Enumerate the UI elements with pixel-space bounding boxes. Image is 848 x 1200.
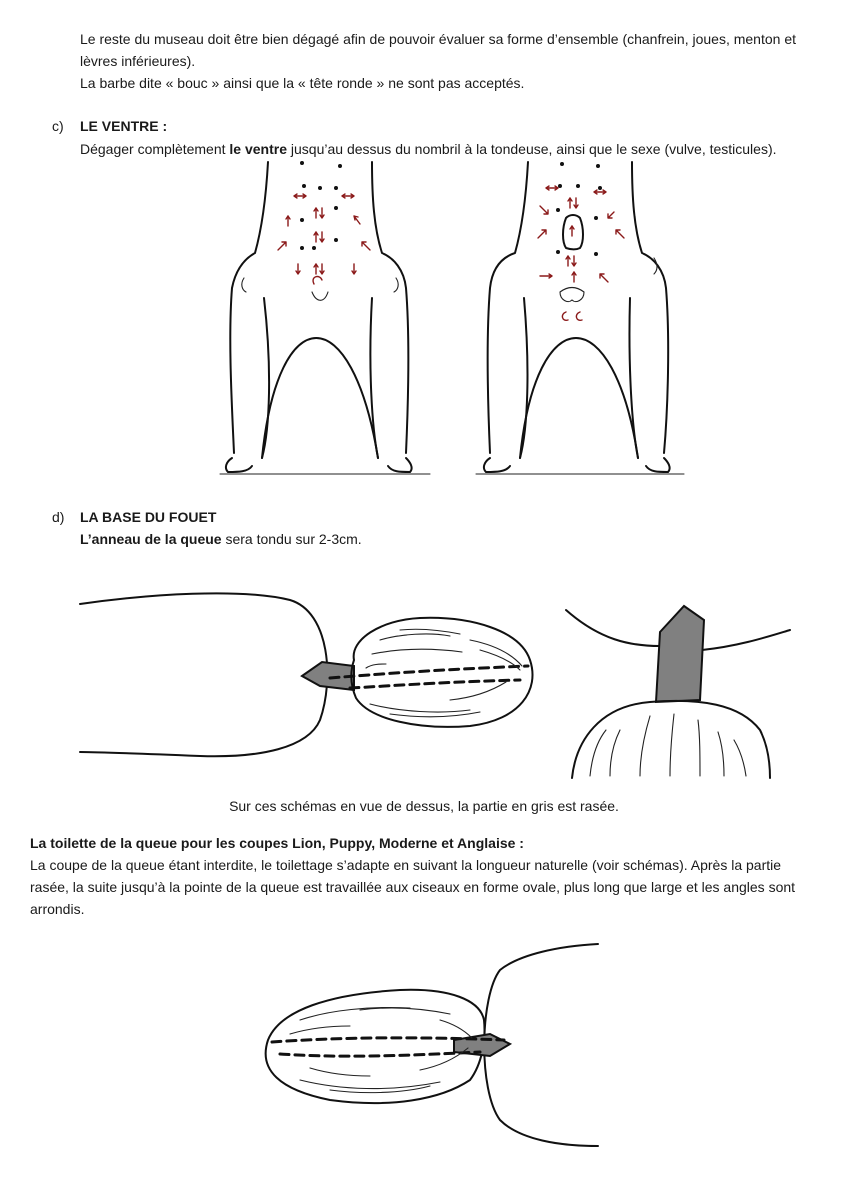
shaved-caption: Sur ces schémas en vue de dessus, la partie en gris est rasée. — [229, 798, 619, 814]
belly-female-arrows — [278, 194, 370, 274]
tail-section-title: La toilette de la queue pour les coupes Lion, Puppy, Moderne et Anglaise : — [30, 835, 524, 851]
section-c-heading — [52, 115, 64, 137]
section-d-title: LA BASE DU FOUET — [80, 509, 217, 525]
tail-section-line-2: rasée, la suite jusqu’à la pointe de la queue est travaillée aux ciseaux en forme ovale, plus long que large et les angles sont — [30, 879, 796, 895]
intro-line-1: Le reste du museau doit être bien dégagé afin de pouvoir évaluer sa forme d’ensemble (chanfrein, joues, menton et — [80, 31, 796, 47]
intro-line-2: lèvres inférieures). — [80, 53, 196, 69]
belly-figure-female — [220, 161, 430, 474]
intro-paragraph — [80, 28, 820, 94]
section-d-marker: d) — [52, 509, 65, 525]
section-d-text — [80, 528, 820, 550]
tail-oval-diagram — [0, 940, 848, 1160]
section-c-title: LE VENTRE : — [80, 118, 168, 134]
belly-male-arrows — [538, 186, 624, 282]
section-d-text-bold: L’anneau de la queue — [80, 531, 222, 547]
section-c-marker: c) — [52, 118, 64, 134]
tail-top-view — [80, 593, 533, 756]
tail-base-diagram — [0, 580, 848, 780]
tail-section-line-3: arrondis. — [30, 901, 85, 917]
belly-female-dots — [300, 161, 342, 250]
section-c-text-bold: le ventre — [229, 141, 288, 157]
section-d-text-after: sera tondu sur 2-3cm. — [221, 531, 362, 547]
section-c-text-before: Dégager complètement — [80, 141, 230, 157]
tail-closeup-view — [566, 606, 790, 778]
section-c-text — [80, 138, 820, 160]
section-c-text-after: jusqu’au dessus du nombril à la tondeuse, ainsi que le sexe (vulve, testicules). — [287, 141, 777, 157]
tail-section-line-1: La coupe de la queue étant interdite, le toilettage s’adapte en suivant la longueur naturelle (voir schémas). Après la partie — [30, 857, 782, 873]
tail-closeup-shaved — [656, 606, 704, 702]
intro-line-3: La barbe dite « bouc » ainsi que la « tête ronde » ne sont pas acceptés. — [80, 75, 525, 91]
belly-diagram — [0, 158, 848, 488]
belly-figure-male — [476, 162, 684, 474]
tail-section-text — [30, 854, 830, 920]
